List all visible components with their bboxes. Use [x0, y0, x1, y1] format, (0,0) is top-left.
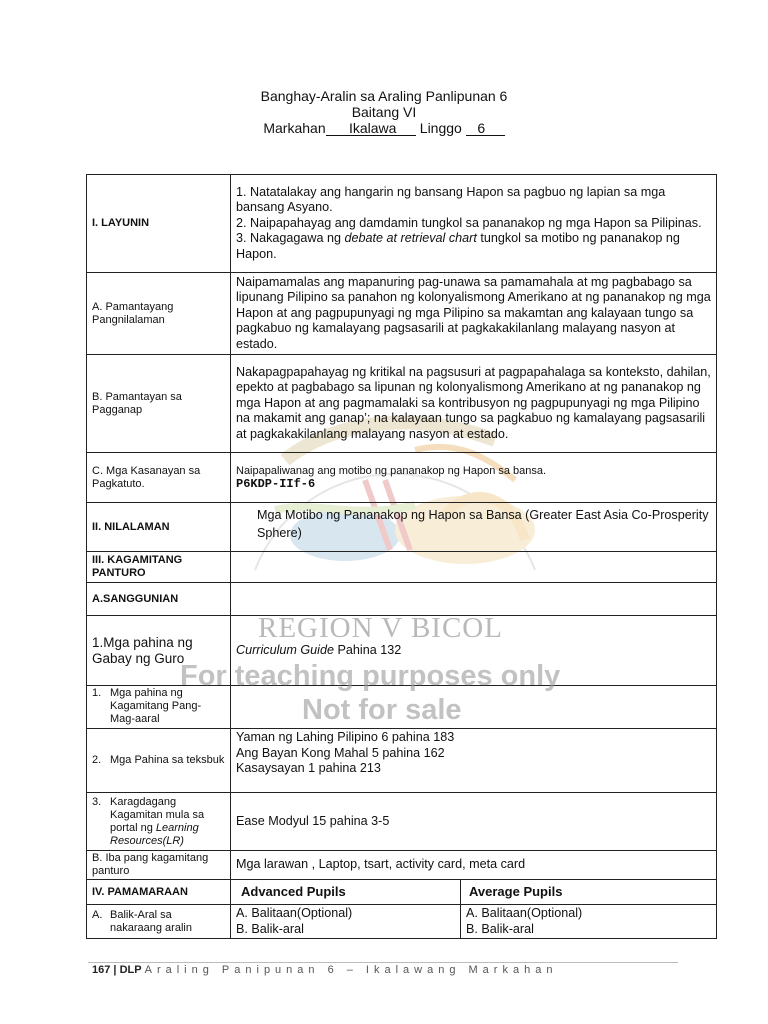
gabay-guro-label: 1.Mga pahina ng Gabay ng Guro: [87, 616, 231, 686]
advanced-pupils-header: Advanced Pupils: [231, 880, 461, 905]
objective-3: 3. Nakagagawa ng debate at retrieval chart tungkol sa motibo ng pananakop ng Hapon.: [236, 231, 680, 261]
footer-subject: Araling Panipunan 6 – Ikalawang Markahan: [144, 964, 558, 976]
kasanayan-label: C. Mga Kasanayan sa Pagkatuto.: [87, 453, 231, 503]
page-footer: [92, 964, 557, 976]
layunin-label: I. LAYUNIN: [87, 175, 231, 273]
row-gabay-guro: [87, 616, 717, 686]
balik-aral-average: A. Balitaan(Optional) B. Balik-aral: [461, 905, 717, 939]
textbook-3: Kasaysayan 1 pahina 213: [236, 761, 381, 775]
karagdagang-value: Ease Modyul 15 pahina 3-5: [231, 793, 717, 851]
pamantayan-pagganap-value: Nakapagpapahayag ng kritikal na pagsusuri at pagpapahalaga sa konteksto, dahilan, epekto at pagbabago sa lipunan ng kolonyalismong Amerikano at ng pananakop ng mga Hapon at ang pagmamalaki sa kontribusyon ng pagpupunyagi ng mga Pilipino na makamit ang ganap’; na kalayaan tungo sa pagkabuo ng kamalayang pagsasarili at pagkakakilanlang malayang nasyon at estado.: [231, 355, 717, 453]
pamantayang-pangnilalaman-value: Naipamamalas ang mapanuring pag-unawa sa pamamahala at mg pagbabago sa lipunang Pilipino sa panahon ng kolonyalismong Amerikano at ng pananakop ng mga Hapon at ang pagpupunyagi ng mga Pilipino sa makamtan ang kalayaan tungo sa pagkabuo ng kamalayang pagsasarili at pagkakakilanlang malayang nasyon at estado.: [231, 273, 717, 355]
teksbuk-label: 2. Mga Pahina sa teksbuk: [87, 729, 231, 793]
sanggunian-label: A.SANGGUNIAN: [87, 583, 231, 616]
pamamaraan-label: IV. PAMAMARAAN: [87, 880, 231, 905]
objective-1: 1. Natatalakay ang hangarin ng bansang Hapon sa pagbuo ng lapian sa mga bansang Asyano.: [236, 184, 666, 215]
quarter-week-line: [0, 120, 768, 136]
watermark-teaching: For teaching purposes only: [180, 660, 561, 692]
iba-pang-label: B. Iba pang kagamitang panturo: [87, 851, 231, 880]
linggo-value: 6: [466, 121, 505, 136]
kasanayan-value: [231, 453, 717, 503]
lesson-plan-table: [86, 174, 717, 939]
textbook-1: Yaman ng Lahing Pilipino 6 pahina 183: [236, 730, 455, 744]
nilalaman-label: II. NILALAMAN: [87, 503, 231, 552]
competency-code: P6KDP-IIf-6: [236, 476, 316, 491]
footer-dlp: DLP: [119, 964, 142, 976]
kagamitang-mag-aaral-value: [231, 686, 717, 729]
row-kasanayan: [87, 453, 717, 503]
karagdagang-label: 3. Karagdagang Kagamitan mula sa portal ng Learning Resources(LR): [87, 793, 231, 851]
row-balik-aral: [87, 905, 717, 939]
watermark-not-for-sale: Not for sale: [302, 694, 462, 726]
sanggunian-value: [231, 583, 717, 616]
markahan-value: Ikalawa: [326, 121, 416, 136]
gabay-guro-value: Curriculum Guide Pahina 132: [231, 616, 717, 686]
footer-divider: [88, 962, 678, 963]
row-iba-pang: [87, 851, 717, 880]
grade-level: Baitang VI: [351, 104, 417, 120]
document-title: Banghay-Aralin sa Araling Panlipunan 6: [260, 88, 508, 104]
layunin-value: [231, 175, 717, 273]
teksbuk-value: [231, 729, 717, 793]
row-sanggunian: [87, 583, 717, 616]
page-number: 167: [92, 964, 111, 976]
row-layunin: [87, 175, 717, 273]
markahan-label: Markahan: [263, 120, 326, 136]
nilalaman-value: Mga Motibo ng Pananakop ng Hapon sa Bansa (Greater East Asia Co-Prosperity Sphere): [231, 503, 717, 552]
watermark-region: REGION V BICOL: [258, 612, 503, 644]
row-teksbuk: [87, 729, 717, 793]
kagamitan-label: III. KAGAMITANG PANTURO: [87, 552, 231, 583]
balik-aral-advanced: A. Balitaan(Optional) B. Balik-aral: [231, 905, 461, 939]
row-kagamitang-mag-aaral: [87, 686, 717, 729]
row-kagamitan: [87, 552, 717, 583]
linggo-label: Linggo: [419, 120, 462, 136]
kagamitan-value: [231, 552, 717, 583]
pamantayang-pangnilalaman-label: A. Pamantayang Pangnilalaman: [87, 273, 231, 355]
objective-2: 2. Naipapahayag ang damdamin tungkol sa pananakop ng mga Hapon sa Pilipinas.: [236, 215, 702, 230]
row-nilalaman: [87, 503, 717, 552]
row-karagdagang: [87, 793, 717, 851]
balik-aral-label: A. Balik-Aral sa nakaraang aralin: [87, 905, 231, 939]
pamantayan-pagganap-label: B. Pamantayan sa Pagganap: [87, 355, 231, 453]
row-pamantayang-pangnilalaman: [87, 273, 717, 355]
competency-text: Naipapaliwanag ang motibo ng pananakop ng Hapon sa bansa.: [236, 464, 547, 477]
average-pupils-header: Average Pupils: [461, 880, 717, 905]
iba-pang-value: Mga larawan , Laptop, tsart, activity card, meta card: [231, 851, 717, 880]
row-pamamaraan: [87, 880, 717, 905]
footer-separator: |: [113, 964, 117, 976]
textbook-2: Ang Bayan Kong Mahal 5 pahina 162: [236, 745, 445, 760]
row-pamantayan-pagganap: [87, 355, 717, 453]
kagamitang-mag-aaral-label: 1. Mga pahina ng Kagamitang Pang-Mag-aaral: [87, 686, 231, 729]
